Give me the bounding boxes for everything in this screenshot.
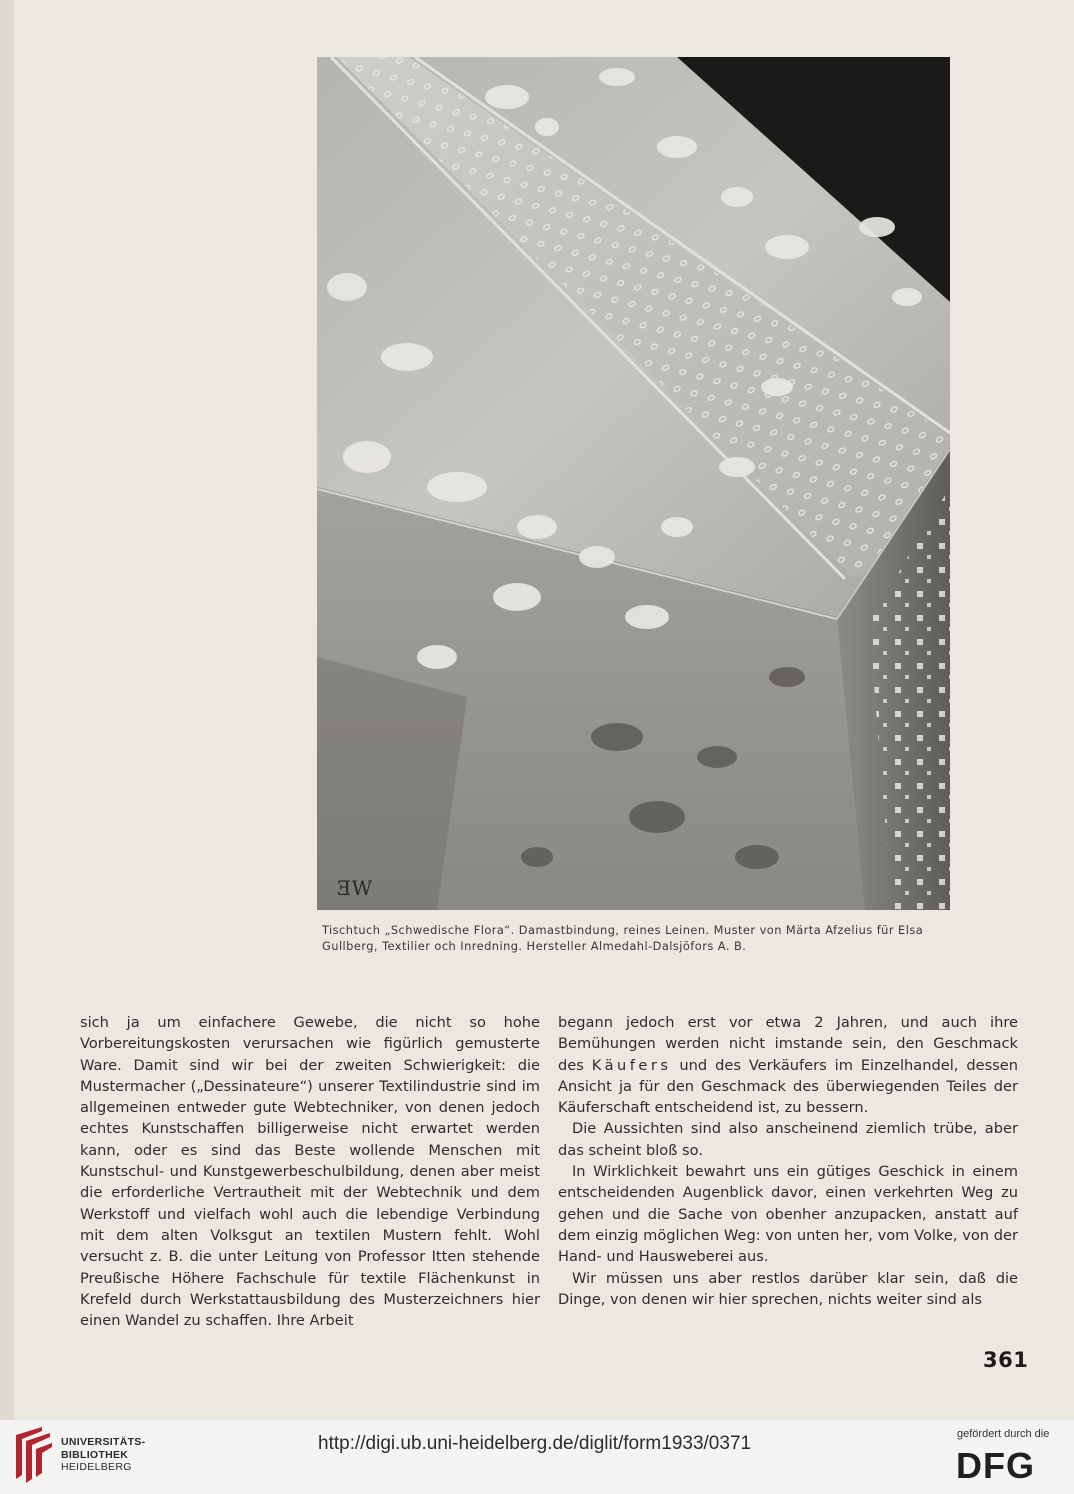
- paragraph: Wir müssen uns aber restlos darüber klar sein, daß die Dinge, von denen wir hier sprechen, nichts weiter sind als: [558, 1269, 1018, 1308]
- paragraph: [558, 1012, 1018, 1118]
- paragraph: In Wirklichkeit bewahrt uns ein gütiges Geschick in einem entscheidenden Augenblick davor, einen verkehrten Weg zu gehen und die Sache von obenher anzupacken, anstatt auf dem einzig möglichen Weg: von unten her, vom Volke, von der Hand- und Hausweberei aus.: [558, 1163, 1018, 1266]
- paragraph: Die Aussichten sind also anscheinend ziemlich trübe, aber das scheint bloß so.: [558, 1120, 1018, 1159]
- caption-line-1: Tischtuch „Schwedische Flora“. Damastbindung, reines Leinen. Muster von Märta Afzelius für Elsa: [322, 923, 924, 937]
- library-logo-icon: [12, 1427, 54, 1485]
- source-url-link[interactable]: http://digi.ub.uni-heidelberg.de/diglit/form1933/0371: [318, 1433, 752, 1454]
- caption-line-2: Gullberg, Textilier och Inredning. Hersteller Almedahl-Dalsjöfors A. B.: [322, 939, 747, 953]
- text-run: begann jedoch erst vor etwa 2 Jahren, und auch ihre Bemühungen werden nicht imstande sein, den Geschmack des: [558, 1014, 1018, 1074]
- library-name-line: UNIVERSITÄTS-: [61, 1436, 146, 1448]
- paragraph: sich ja um einfachere Gewebe, die nicht so hohe Vorbereitungskosten verursachen wie figürlich gemusterte Ware. Damit sind wir bei der zweiten Schwierigkeit: die Mustermacher („Dessinateure“) unserer Textilindustrie sind im allgemeinen entweder gute Webtechniker, von denen jedoch echtes Kunstschaffen billigerweise nicht erwartet werden kann, oder es sind das Beste wollende Menschen mit Kunstschul- und Kunstgewerbeschulbildung, denen aber meist die erforderliche Vertrautheit mit der Webtechnik und dem Werkstoff und vielfach wohl auch die lebendige Verbindung mit dem alten Volksgut an textilen Mustern fehlt. Wohl versucht z. B. die unter Leitung von Professor Itten stehende Preußische Höhere Fachschule für textile Flächenkunst in Krefeld durch Werkstattausbildung des Musterzeichners hier einen Wandel zu schaffen. Ihre Arbeit: [80, 1014, 540, 1330]
- library-name-line: BIBLIOTHEK: [61, 1448, 129, 1461]
- digitization-footer: [0, 1420, 1074, 1494]
- emphasized-word: Käufers: [591, 1056, 672, 1074]
- text-run: und des Verkäufers im Einzelhandel, dessen Ansicht ja für den Geschmack des überwiegenden Teiles der Käuferschaft entscheidend ist, zu bessern.: [558, 1056, 1019, 1117]
- figure-caption: [322, 922, 947, 954]
- tablecloth-photo: [317, 57, 950, 910]
- text-column-right: [558, 1012, 1018, 1310]
- dfg-logo: DFG: [956, 1445, 1035, 1486]
- library-name: [61, 1436, 145, 1474]
- text-column-left: [80, 1012, 540, 1331]
- page-number: 361: [983, 1348, 1029, 1372]
- designer-monogram: ƎW: [337, 876, 373, 900]
- library-name-line: HEIDELBERG: [61, 1461, 132, 1473]
- funding-note: gefördert durch die: [957, 1428, 1050, 1440]
